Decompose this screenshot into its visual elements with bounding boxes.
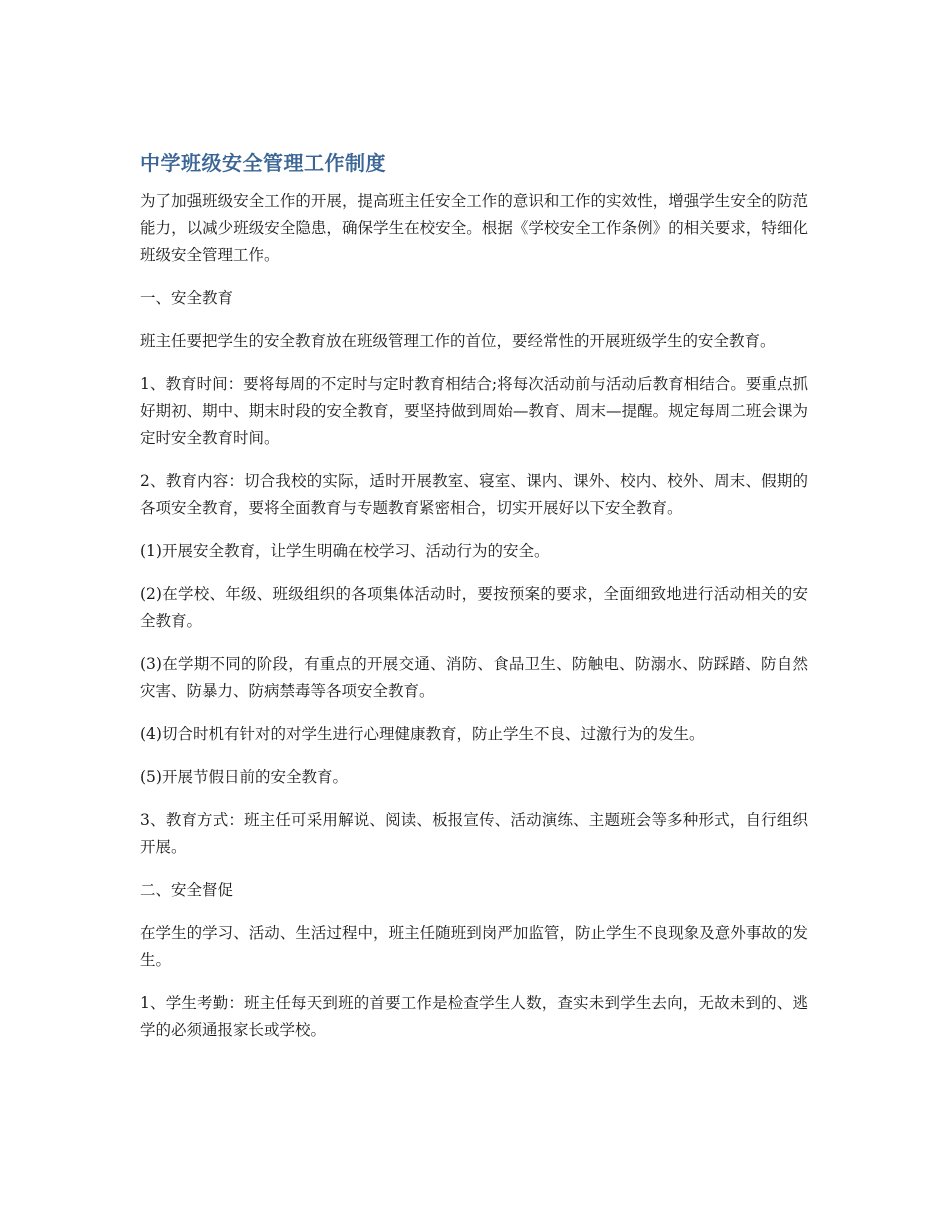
paragraph: 2、教育内容：切合我校的实际，适时开展教室、寝室、课内、课外、校内、校外、周末、假期的各项安全教育，要将全面教育与专题教育紧密相合，切实开展好以下安全教育。 (140, 472, 808, 517)
paragraph: 班主任要把学生的安全教育放在班级管理工作的首位，要经常性的开展班级学生的安全教育。 (140, 332, 776, 350)
paragraph: 3、教育方式：班主任可采用解说、阅读、板报宣传、活动演练、主题班会等多种形式，自行组织开展。 (140, 811, 808, 856)
paragraph: 1、学生考勤：班主任每天到班的首要工作是检查学生人数，查实未到学生去向，无故未到的、逃学的必须通报家长或学校。 (140, 994, 808, 1039)
document-page (140, 148, 808, 1060)
paragraph: 在学生的学习、活动、生活过程中，班主任随班到岗严加监管，防止学生不良现象及意外事故的发生。 (140, 924, 808, 969)
paragraph: 1、教育时间：要将每周的不定时与定时教育相结合;将每次活动前与活动后教育相结合。要重点抓好期初、期中、期末时段的安全教育，要坚持做到周始—教育、周末—提醒。规定每周二班会课为定时安全教育时间。 (140, 375, 808, 447)
list-item: (2)在学校、年级、班级组织的各项集体活动时，要按预案的要求，全面细致地进行活动相关的安全教育。 (140, 585, 808, 630)
document-title: 中学班级安全管理工作制度 (140, 151, 386, 175)
paragraph-intro: 为了加强班级安全工作的开展，提高班主任安全工作的意识和工作的实效性，增强学生安全的防范能力，以减少班级安全隐患，确保学生在校安全。根据《学校安全工作条例》的相关要求，特细化班级安全管理工作。 (140, 192, 808, 264)
list-item: (1)开展安全教育，让学生明确在校学习、活动行为的安全。 (140, 542, 550, 560)
section-heading-safety-supervision: 二、安全督促 (140, 881, 234, 899)
list-item: (5)开展节假日前的安全教育。 (140, 768, 348, 786)
list-item: (3)在学期不同的阶段，有重点的开展交通、消防、食品卫生、防触电、防溺水、防踩踏、防自然灾害、防暴力、防病禁毒等各项安全教育。 (140, 655, 808, 700)
list-item: (4)切合时机有针对的对学生进行心理健康教育，防止学生不良、过激行为的发生。 (140, 725, 705, 743)
section-heading-safety-education: 一、安全教育 (140, 289, 234, 307)
